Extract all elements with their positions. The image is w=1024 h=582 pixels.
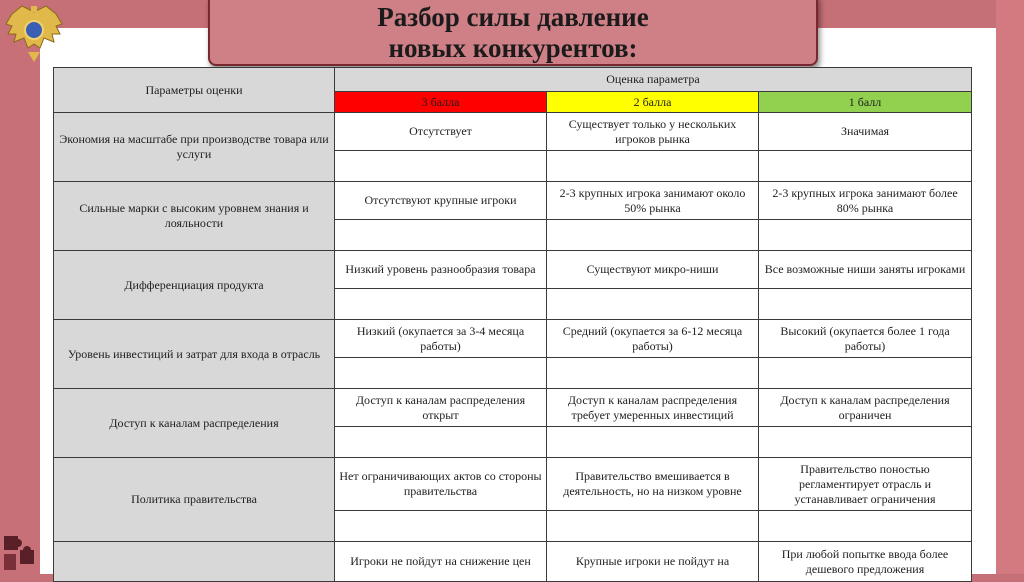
empty-cell <box>759 358 972 389</box>
param-cell: Дифференциация продукта <box>54 251 335 320</box>
empty-cell <box>335 289 547 320</box>
value-cell: 2-3 крупных игрока занимают около 50% рынка <box>547 182 759 220</box>
param-cell: Политика правительства <box>54 458 335 542</box>
page-title-line-2: новых конкурентов: <box>388 33 638 63</box>
value-cell: Правительство поностью регламентирует отрасль и устанавливает ограничения <box>759 458 972 511</box>
empty-cell <box>547 511 759 542</box>
empty-cell <box>335 220 547 251</box>
value-cell: Нет ограничивающих актов со стороны правительства <box>335 458 547 511</box>
param-cell: Сильные марки с высоким уровнем знания и лояльности <box>54 182 335 251</box>
param-header-cell: Параметры оценки <box>54 68 335 113</box>
value-cell: Низкий уровень разнообразия товара <box>335 251 547 289</box>
empty-cell <box>335 427 547 458</box>
evaluation-table <box>53 67 972 582</box>
value-cell: Правительство вмешивается в деятельность, но на низком уровне <box>547 458 759 511</box>
empty-cell <box>547 289 759 320</box>
empty-cell <box>759 427 972 458</box>
value-cell: Отсутствуют крупные игроки <box>335 182 547 220</box>
eagle-emblem-icon <box>2 4 66 66</box>
param-cell: Доступ к каналам распределения <box>54 389 335 458</box>
param-cell: Уровень инвестиций и затрат для входа в отрасль <box>54 320 335 389</box>
value-cell: Средний (окупается за 6-12 месяца работы) <box>547 320 759 358</box>
value-cell: Низкий (окупается за 3-4 месяца работы) <box>335 320 547 358</box>
value-cell: Все возможные ниши заняты игроками <box>759 251 972 289</box>
value-cell: Доступ к каналам распределения требует умеренных инвестиций <box>547 389 759 427</box>
empty-cell <box>759 151 972 182</box>
empty-cell <box>547 358 759 389</box>
evaluation-table-wrap <box>53 67 971 582</box>
value-cell: Доступ к каналам распределения ограничен <box>759 389 972 427</box>
value-cell: Значимая <box>759 113 972 151</box>
right-decor-border <box>996 0 1024 574</box>
empty-cell <box>547 151 759 182</box>
empty-cell <box>547 427 759 458</box>
empty-cell <box>547 220 759 251</box>
value-cell: Существует только у нескольких игроков рынка <box>547 113 759 151</box>
puzzle-icon <box>0 530 44 574</box>
empty-cell <box>759 289 972 320</box>
value-cell: Отсутствует <box>335 113 547 151</box>
empty-cell <box>759 220 972 251</box>
value-cell: Доступ к каналам распределения открыт <box>335 389 547 427</box>
param-cell: Экономия на масштабе при производстве товара или услуги <box>54 113 335 182</box>
value-cell: Игроки не пойдут на снижение цен <box>335 542 547 582</box>
empty-cell <box>335 151 547 182</box>
title-banner <box>208 0 818 66</box>
value-cell: Существуют микро-ниши <box>547 251 759 289</box>
empty-cell <box>335 358 547 389</box>
score-header-2: 2 балла <box>547 92 759 113</box>
value-cell: Высокий (окупается более 1 года работы) <box>759 320 972 358</box>
score-header-1: 1 балл <box>759 92 972 113</box>
empty-cell <box>759 511 972 542</box>
page-title-line-1: Разбор силы давление <box>377 2 649 32</box>
value-cell: Крупные игроки не пойдут на <box>547 542 759 582</box>
eval-header-cell: Оценка параметра <box>335 68 972 92</box>
score-header-3: 3 балла <box>335 92 547 113</box>
value-cell: 2-3 крупных игрока занимают более 80% рынка <box>759 182 972 220</box>
empty-cell <box>335 511 547 542</box>
param-cell <box>54 542 335 582</box>
value-cell: При любой попытке ввода более дешевого предложения <box>759 542 972 582</box>
